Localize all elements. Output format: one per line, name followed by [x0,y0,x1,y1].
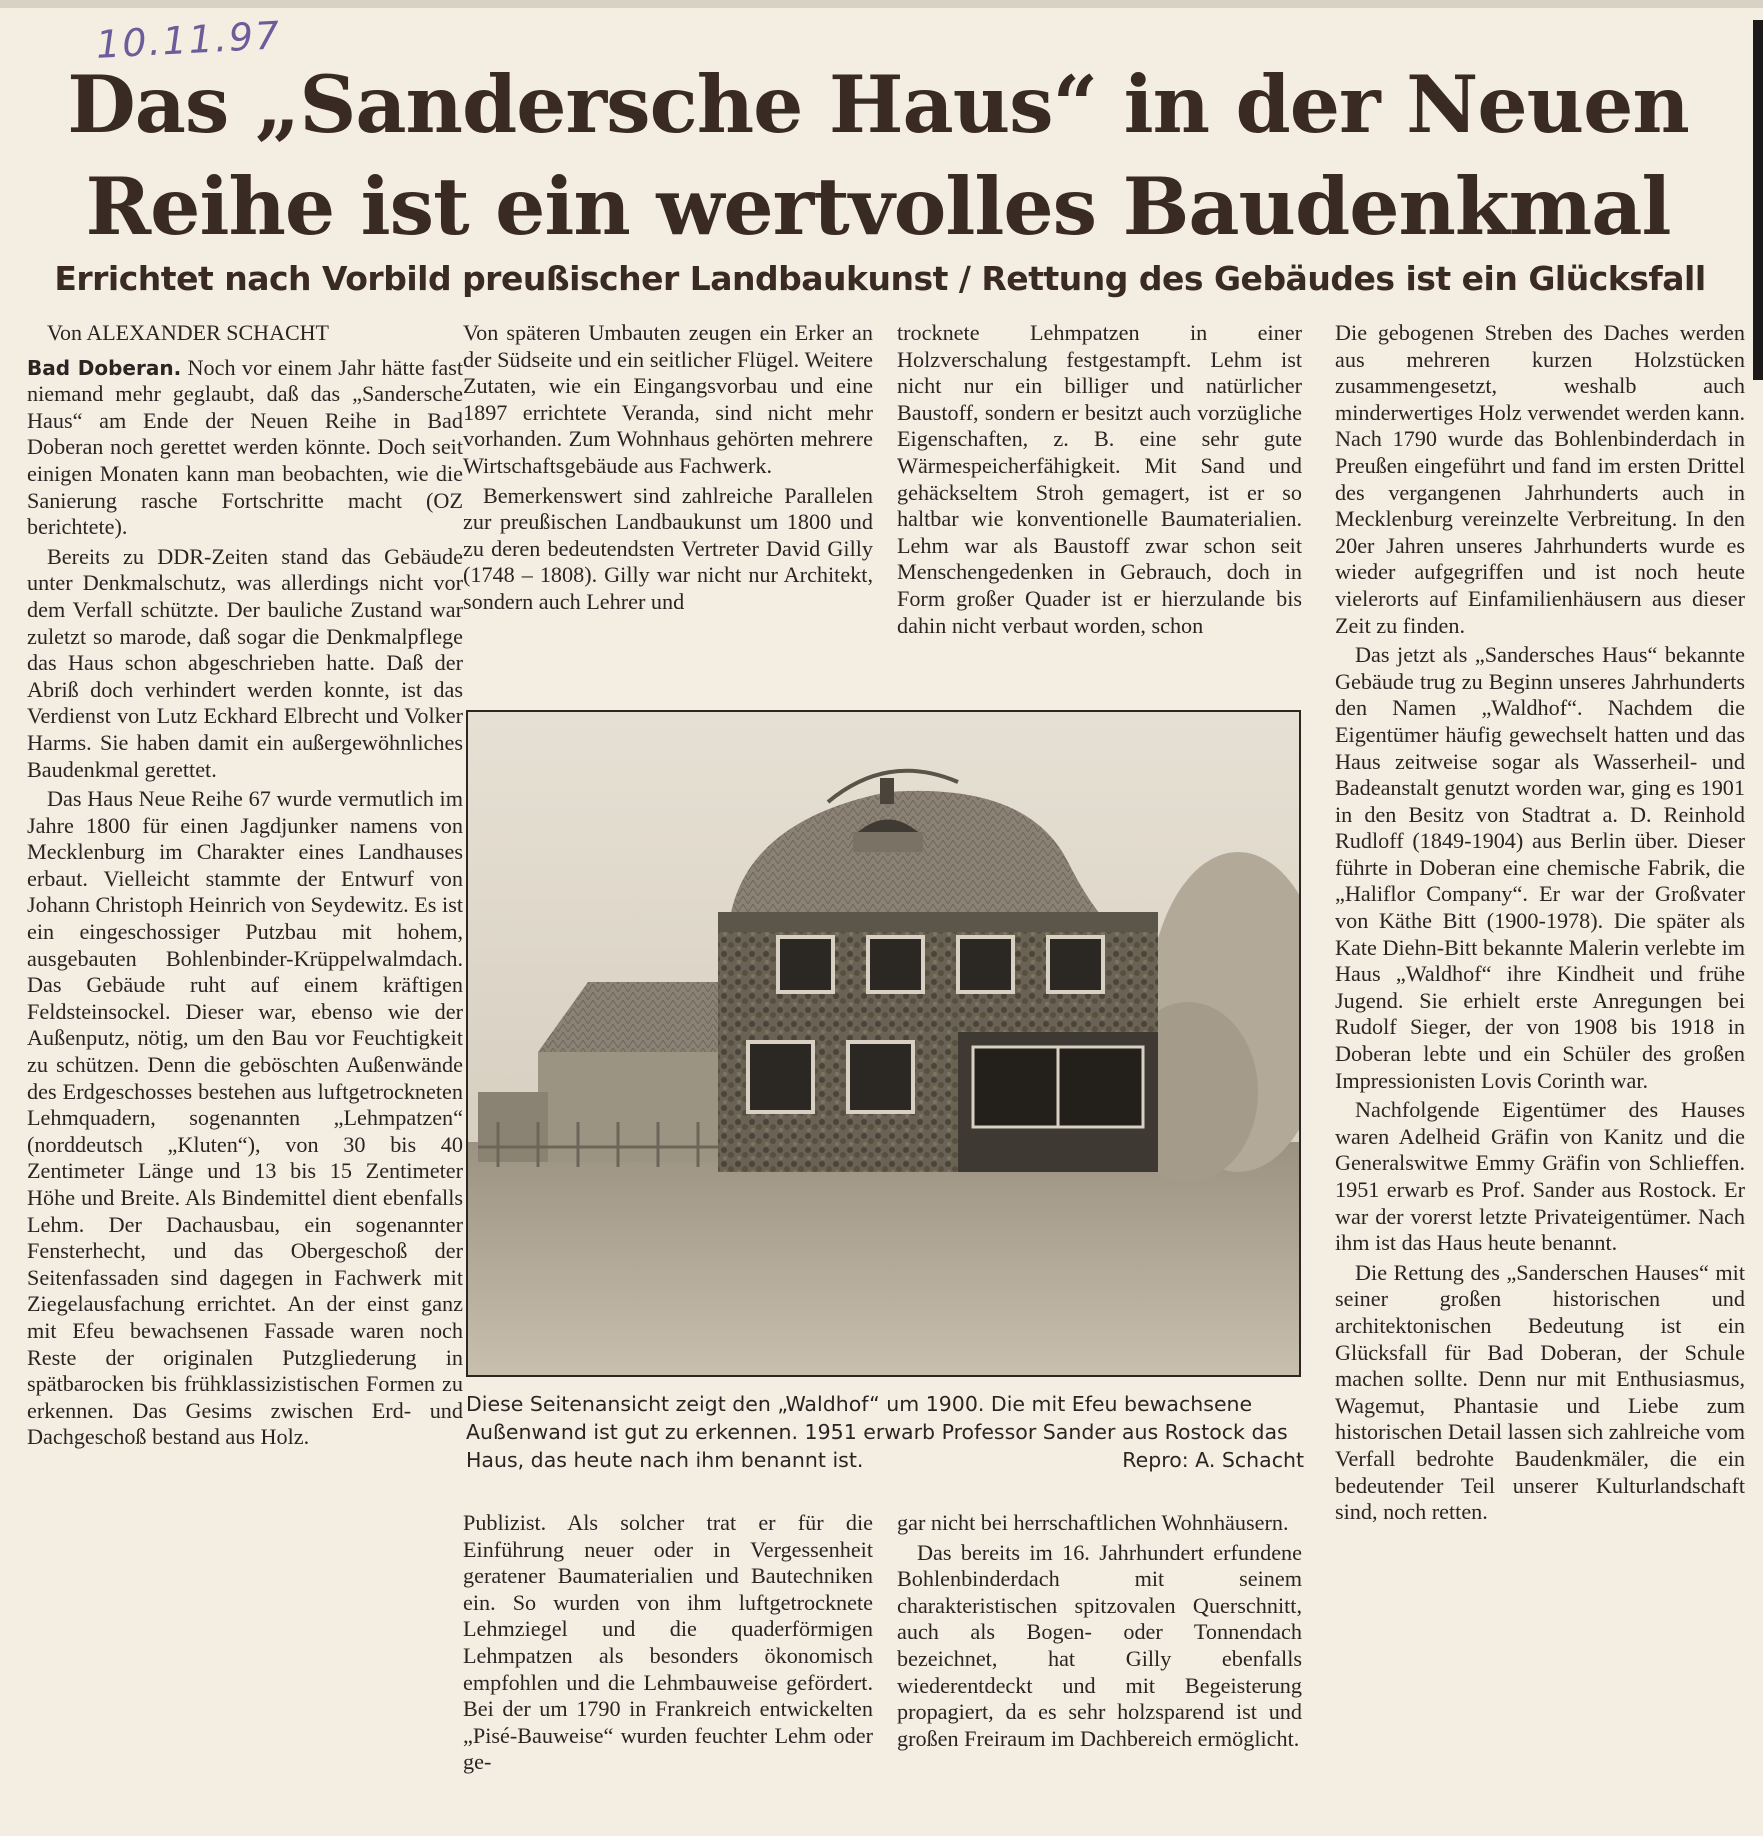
paragraph [27,355,463,541]
house-photo [466,710,1301,1377]
subheadline: Errichtet nach Vorbild preußischer Landbaukunst / Rettung des Gebäudes ist ein Glücksfall [54,259,1706,298]
paragraph: trocknete Lehmpatzen in einer Holzverschalung festgestampft. Lehm ist nicht nur ein billiger und natürlicher Baustoff, sondern er besitzt auch vorzügliche Eigenschaften, z. B. eine sehr gute Wärmespeicherfähigkeit. Mit Sand und gehäckseltem Stroh gemagert, ist er so haltbar wie konventionelle Baumaterialien. Lehm war als Baustoff zwar schon seit Menschengedenken in Gebrauch, doch in Form großer Quader ist er hierzulande bis dahin nicht verbaut worden, schon [897,320,1302,638]
paragraph: Die Rettung des „Sanderschen Hauses“ mit seiner großen historischen und architektonischen Bedeutung ist ein Glücksfall für Bad Doberan, der Schule machen sollte. Denn nur mit Enthusiasmus, Wagemut, Phantasie und Liebe zum historischen Detail lassen sich zahlreiche vom Verfall bedrohte Baudenkmäler, die ein bedeutender Teil unserer Kulturlandschaft sind, noch retten. [1335,1259,1745,1525]
paragraph-text: Noch vor einem Jahr hätte fast niemand mehr geglaubt, daß das „Sandersche Haus“ am Ende der Neuen Reihe in Bad Doberan noch gerettet werden könnte. Doch seit einigen Monaten kann man beobachten, wie die Sanierung rasche Fortschritte macht (OZ berichtete). [27,354,463,540]
headline: Das „Sandersche Haus“ in der Neuen Reihe ist ein wertvolles Baudenkmal [67,58,1689,253]
article-column-3-bottom [897,1510,1302,1820]
article-column-1 [27,320,463,1820]
paragraph: Das bereits im 16. Jahrhundert erfundene Bohlenbinderdach mit seinem charakteristischen spitzovalen Querschnitt, auch als Bogen- oder Tonnendach bezeichnet, hat Gilly ebenfalls wiederentdeckt und mit Begeisterung propagiert, da es sehr holzsparend ist und großen Freiraum im Dachbereich ermöglicht. [897,1539,1302,1751]
handwritten-date: 10.11.97 [94,13,283,67]
paragraph: Publizist. Als solcher trat er für die Einführung neuer oder in Vergessenheit geratener Baumaterialien und Bautechniken ein. So wurden von ihm luftgetrocknete Lehmziegel und die quaderförmigen Lehmpatzen als besonders ökonomisch empfohlen und die Lehmbauweise gefördert. Bei der um 1790 in Frankreich entwickelten „Pisé-Bauweise“ wurden feuchter Lehm oder ge- [463,1510,873,1775]
scan-edge-right [1753,20,1763,380]
photo-caption [466,1390,1304,1474]
article-column-2-bottom [463,1510,873,1820]
paragraph: Von späteren Umbauten zeugen ein Erker an der Südseite und ein seitlicher Flügel. Weitere Zutaten, wie ein Eingangsvorbau und eine 1897 errichtete Veranda, sind nicht mehr vorhanden. Zum Wohnhaus gehörten mehrere Wirtschaftsgebäude aus Fachwerk. [463,320,873,478]
paragraph: Bereits zu DDR-Zeiten stand das Gebäude unter Denkmalschutz, was allerdings nicht vor dem Verfall schützte. Der bauliche Zustand war zuletzt so marode, daß sogar die Denkmalpflege das Haus schon abgeschrieben hatte. Daß der Abriß doch verhindert werden konnte, ist das Verdienst von Lutz Eckhard Elbrecht und Volker Harms. Sie haben damit ein außergewöhnliches Baudenkmal gerettet. [27,543,463,782]
paragraph: Nachfolgende Eigentümer des Hauses waren Adelheid Gräfin von Kanitz und die Generalswitwe Emmy Gräfin von Schlieffen. 1951 erwarb es Prof. Sander aus Rostock. Er war der vorerst letzte Privateigentümer. Nach ihm ist das Haus heute benannt. [1335,1097,1745,1256]
dateline: Bad Doberan. [27,355,182,380]
waldhof-house-illustration [468,712,1299,1375]
paragraph: gar nicht bei herrschaftlichen Wohnhäusern. [897,1510,1289,1535]
paragraph: Das Haus Neue Reihe 67 wurde vermutlich im Jahre 1800 für einen Jagdjunker namens von Mecklenburg im Charakter eines Landhauses erbaut. Vielleicht stammte der Entwurf von Johann Christoph Heinrich von Seydewitz. Es ist ein eingeschossiger Putzbau mit hohem, ausgebauten Bohlenbinder-Krüppelwalmdach. Das Gebäude ruht auf einem kräftigen Feldsteinsockel. Dieser war, ebenso wie der Außenputz, nötig, um den Bau vor Feuchtigkeit zu schützen. Denn die geböschten Außenwände des Erdgeschosses bestehen aus luftgetrockneten Lehmquadern, sogenannten „Lehmpatzen“ (norddeutsch „Kluten“), von 30 bis 40 Zentimeter Länge und 13 bis 15 Zentimeter Höhe und Breite. Als Bindemittel dient ebenfalls Lehm. Der Dachausbau, ein sogenannter Fensterhecht, und das Obergeschoß der Seitenfassaden sind dagegen in Fachwerk mit Ziegelausfachung errichtet. An der einst ganz mit Efeu bewachsenen Fassade waren noch Reste der originalen Putzgliederung in spätbarocken bis frühklassizistischen Formen zu erkennen. Das Gesims zwischen Erd- und Dachgeschoß bestand aus Holz. [27,786,463,1450]
paragraph: Das jetzt als „Sandersches Haus“ bekannte Gebäude trug zu Beginn unseres Jahrhunderts den Namen „Waldhof“. Nachdem die Eigentümer häufig gewechselt hatten und das Haus zeitweise sogar als Wasserheil- und Badeanstalt genutzt worden war, ging es 1901 in den Besitz von Stadtrat a. D. Reinhold Rudloff (1849-1904) aus Berlin über. Dieser führte in Doberan eine chemische Fabrik, die „Haliflor Company“. Er war der Großvater von Käthe Bitt (1900-1978). Die später als Kate Diehn-Bitt bekannte Malerin verlebte im Haus „Waldhof“ ihre Kindheit und frühe Jugend. Sie erhielt erste Anregungen bei Rudolf Sieger, der von 1908 bis 1918 in Doberan lebte und ein Schüler des großen Impressionisten Lovis Corinth war. [1335,642,1745,1093]
scan-edge [0,0,1763,8]
paragraph: Die gebogenen Streben des Daches werden aus mehreren kurzen Holzstücken zusammengesetzt, weshalb auch minderwertiges Holz verwendet werden kann. Nach 1790 wurde das Bohlenbinderdach in Preußen eingeführt und fand im ersten Drittel des vergangenen Jahrhunderts auch in Mecklenburg vereinzelte Verbreitung. In den 20er Jahren unseres Jahrhunderts wurde es wieder aufgegriffen und ist noch heute vielerorts auf Einfamilienhäusern aus dieser Zeit zu finden. [1335,320,1745,638]
caption-text: Diese Seitenansicht zeigt den „Waldhof“ um 1900. Die mit Efeu bewachsene Außenwand ist gut zu erkennen. 1951 erwarb Professor Sander aus Rostock das Haus, das heute nach ihm benannt ist. [466,1392,1288,1472]
article-column-3-top [897,320,1302,690]
article-column-4 [1335,320,1745,1820]
article-column-2-top [463,320,873,690]
paragraph: Bemerkenswert sind zahlreiche Parallelen zur preußischen Landbaukunst um 1800 und zu deren bedeutendsten Vertreter David Gilly (1748 – 1808). Gilly war nicht nur Architekt, sondern auch Lehrer und [463,482,873,614]
byline: Von ALEXANDER SCHACHT [47,320,329,345]
photo-credit: Repro: A. Schacht [1122,1448,1304,1472]
